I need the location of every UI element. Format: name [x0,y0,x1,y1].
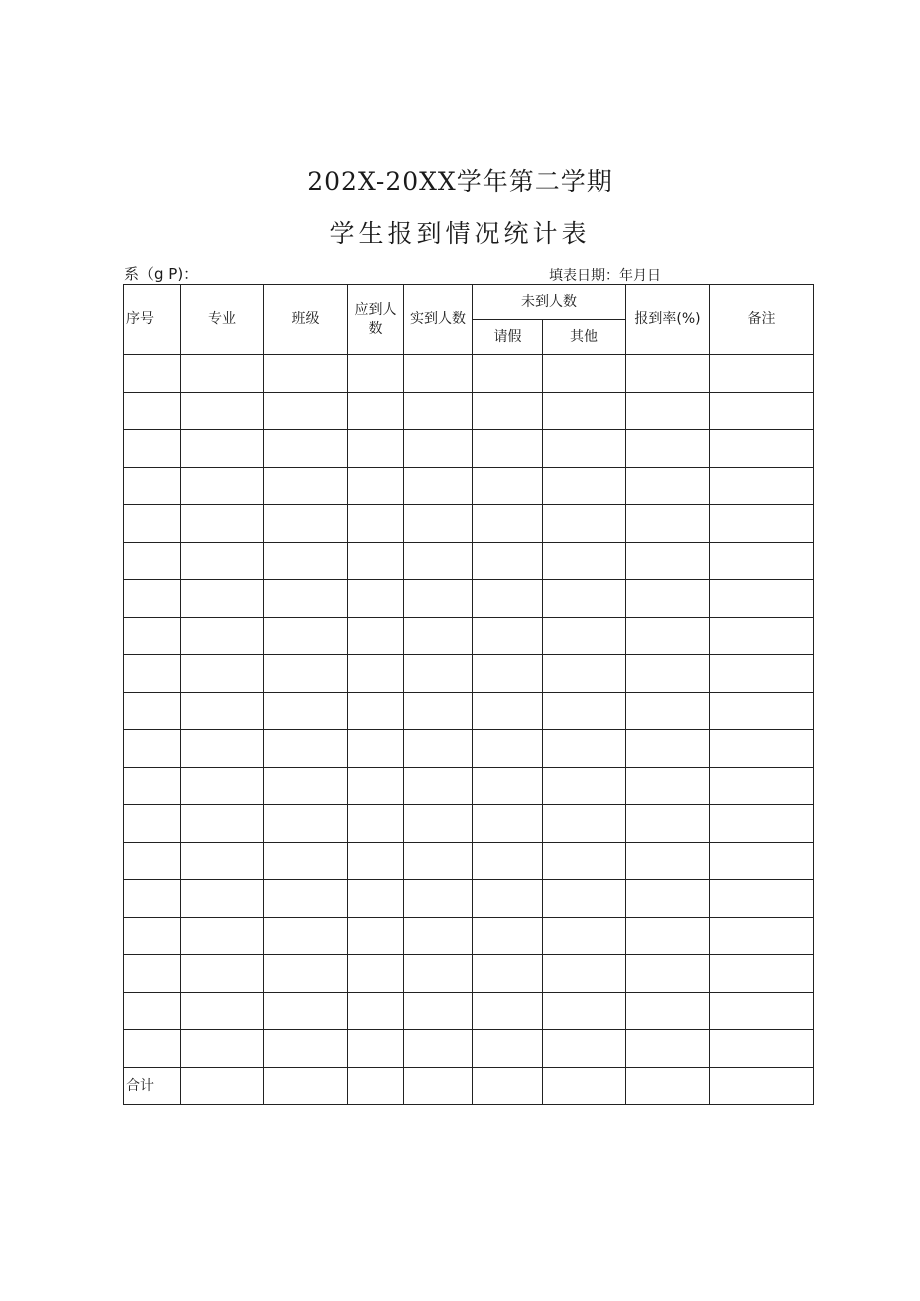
table-cell[interactable] [710,1067,814,1105]
table-cell[interactable] [626,730,710,768]
table-cell[interactable] [181,955,264,993]
table-cell[interactable] [404,692,473,730]
table-row [124,617,814,655]
header-expected: 应到人数 [348,285,404,355]
table-cell[interactable] [264,355,348,393]
table-cell[interactable] [473,1067,543,1105]
table-cell[interactable] [473,505,543,543]
table-cell[interactable] [264,617,348,655]
header-major: 专业 [181,285,264,355]
table-cell[interactable] [543,992,626,1030]
table-cell[interactable] [710,505,814,543]
table-cell[interactable] [710,655,814,693]
table-cell[interactable] [710,467,814,505]
table-cell[interactable] [348,730,404,768]
table-cell[interactable] [348,692,404,730]
table-cell[interactable] [626,1030,710,1068]
table-cell[interactable] [710,730,814,768]
document-title: 202X-20XX学年第二学期 [307,167,613,196]
table-cell[interactable] [348,805,404,843]
table-cell[interactable] [404,617,473,655]
table-cell[interactable] [543,955,626,993]
table-cell[interactable] [264,430,348,468]
fill-date-label: 填表日期：年月日 [549,268,661,284]
table-row [124,842,814,880]
header-remarks: 备注 [710,285,814,355]
table-cell[interactable] [473,842,543,880]
table-cell[interactable] [710,617,814,655]
table-cell[interactable] [543,467,626,505]
table-cell[interactable] [264,917,348,955]
table-cell[interactable] [181,842,264,880]
table-cell[interactable] [264,542,348,580]
table-cell[interactable] [181,355,264,393]
table-cell[interactable] [543,392,626,430]
table-cell[interactable] [124,542,181,580]
total-label: 合计 [124,1067,181,1105]
table-cell[interactable] [264,580,348,618]
table-cell[interactable] [543,767,626,805]
table-cell[interactable] [473,805,543,843]
table-cell[interactable] [710,842,814,880]
table-cell[interactable] [348,842,404,880]
table-cell[interactable] [181,1067,264,1105]
table-cell[interactable] [348,355,404,393]
table-cell[interactable] [124,730,181,768]
table-cell[interactable] [181,580,264,618]
table-cell[interactable] [473,730,543,768]
header-leave: 请假 [473,320,543,355]
table-cell[interactable] [543,580,626,618]
table-row [124,1030,814,1068]
table-cell[interactable] [348,392,404,430]
table-cell[interactable] [404,580,473,618]
table-cell[interactable] [626,430,710,468]
table-cell[interactable] [124,580,181,618]
table-cell[interactable] [626,805,710,843]
table-cell[interactable] [124,992,181,1030]
table-cell[interactable] [710,430,814,468]
table-cell[interactable] [181,767,264,805]
table-cell[interactable] [710,955,814,993]
table-cell[interactable] [124,805,181,843]
table-cell[interactable] [626,917,710,955]
table-cell[interactable] [626,580,710,618]
table-cell[interactable] [124,617,181,655]
table-cell[interactable] [404,992,473,1030]
total-row [124,1067,814,1105]
table-cell[interactable] [124,430,181,468]
table-cell[interactable] [264,655,348,693]
header-rate: 报到率(%) [626,285,710,355]
table-header-row [124,285,814,320]
table-cell[interactable] [543,880,626,918]
table-cell[interactable] [626,842,710,880]
table-cell[interactable] [473,955,543,993]
table-cell[interactable] [543,355,626,393]
table-cell[interactable] [181,655,264,693]
table-cell[interactable] [348,917,404,955]
table-cell[interactable] [181,917,264,955]
table-cell[interactable] [181,692,264,730]
table-cell[interactable] [626,617,710,655]
table-cell[interactable] [626,767,710,805]
table-cell[interactable] [264,805,348,843]
table-cell[interactable] [181,392,264,430]
table-cell[interactable] [404,1030,473,1068]
table-cell[interactable] [473,392,543,430]
department-label: 系（g P)： [124,265,199,283]
table-cell[interactable] [543,842,626,880]
table-cell[interactable] [473,542,543,580]
table-row [124,542,814,580]
table-cell[interactable] [124,392,181,430]
table-cell[interactable] [710,580,814,618]
table-cell[interactable] [124,467,181,505]
table-cell[interactable] [181,542,264,580]
table-cell[interactable] [264,467,348,505]
table-cell[interactable] [473,655,543,693]
table-cell[interactable] [710,767,814,805]
table-cell[interactable] [124,355,181,393]
table-cell[interactable] [181,1030,264,1068]
table-cell[interactable] [404,392,473,430]
header-seq: 序号 [124,285,181,355]
table-cell[interactable] [124,505,181,543]
table-cell[interactable] [264,505,348,543]
table-row [124,655,814,693]
table-cell[interactable] [626,655,710,693]
table-cell[interactable] [181,880,264,918]
table-cell[interactable] [124,655,181,693]
table-cell[interactable] [473,917,543,955]
table-cell[interactable] [473,580,543,618]
table-cell[interactable] [626,1067,710,1105]
table-row [124,880,814,918]
table-cell[interactable] [348,992,404,1030]
table-cell[interactable] [473,767,543,805]
table-cell[interactable] [124,1030,181,1068]
table-cell[interactable] [473,992,543,1030]
table-cell[interactable] [181,467,264,505]
table-row [124,692,814,730]
table-cell[interactable] [264,392,348,430]
table-cell[interactable] [348,767,404,805]
header-absent-group: 未到人数 [473,285,626,320]
table-cell[interactable] [264,992,348,1030]
header-other: 其他 [543,320,626,355]
table-cell[interactable] [626,355,710,393]
table-cell[interactable] [543,1067,626,1105]
table-cell[interactable] [348,880,404,918]
table-cell[interactable] [710,805,814,843]
table-cell[interactable] [264,730,348,768]
table-cell[interactable] [543,917,626,955]
table-cell[interactable] [181,730,264,768]
header-actual: 实到人数 [404,285,473,355]
table-cell[interactable] [348,580,404,618]
table-cell[interactable] [710,880,814,918]
table-row [124,392,814,430]
table-cell[interactable] [626,542,710,580]
table-cell[interactable] [626,392,710,430]
table-cell[interactable] [710,1030,814,1068]
table-cell[interactable] [543,1030,626,1068]
table-row [124,505,814,543]
table-row [124,917,814,955]
table-cell[interactable] [710,917,814,955]
table-cell[interactable] [264,692,348,730]
table-cell[interactable] [348,1067,404,1105]
table-row [124,955,814,993]
table-cell[interactable] [710,392,814,430]
table-cell[interactable] [348,1030,404,1068]
table-cell[interactable] [473,467,543,505]
table-cell[interactable] [264,767,348,805]
table-cell[interactable] [124,955,181,993]
table-cell[interactable] [543,805,626,843]
table-row [124,767,814,805]
table-cell[interactable] [124,917,181,955]
table-row [124,355,814,393]
table-cell[interactable] [543,542,626,580]
table-body [124,355,814,1105]
table-row [124,580,814,618]
table-cell[interactable] [348,542,404,580]
table-cell[interactable] [626,692,710,730]
table-cell[interactable] [404,655,473,693]
table-cell[interactable] [404,467,473,505]
table-cell[interactable] [181,805,264,843]
table-cell[interactable] [404,955,473,993]
table-cell[interactable] [626,467,710,505]
table-row [124,430,814,468]
table-cell[interactable] [181,992,264,1030]
table-cell[interactable] [473,355,543,393]
table-cell[interactable] [264,842,348,880]
table-cell[interactable] [626,505,710,543]
table-cell[interactable] [181,505,264,543]
table-cell[interactable] [543,617,626,655]
table-cell[interactable] [543,655,626,693]
table-cell[interactable] [626,955,710,993]
table-cell[interactable] [264,1030,348,1068]
table-cell[interactable] [473,692,543,730]
table-cell[interactable] [626,880,710,918]
table-cell[interactable] [124,880,181,918]
table-cell[interactable] [404,842,473,880]
table-cell[interactable] [473,880,543,918]
table-cell[interactable] [124,842,181,880]
table-row [124,730,814,768]
table-cell[interactable] [404,542,473,580]
table-cell[interactable] [124,767,181,805]
table-cell[interactable] [543,430,626,468]
table-cell[interactable] [473,430,543,468]
table-cell[interactable] [348,655,404,693]
table-cell[interactable] [710,692,814,730]
table-cell[interactable] [543,692,626,730]
table-cell[interactable] [626,992,710,1030]
table-row [124,805,814,843]
table-cell[interactable] [348,505,404,543]
table-cell[interactable] [404,355,473,393]
table-cell[interactable] [710,992,814,1030]
table-cell[interactable] [264,880,348,918]
table-cell[interactable] [710,542,814,580]
table-cell[interactable] [404,805,473,843]
table-cell[interactable] [404,767,473,805]
table-cell[interactable] [473,1030,543,1068]
table-cell[interactable] [404,917,473,955]
table-cell[interactable] [348,467,404,505]
table-cell[interactable] [348,955,404,993]
table-cell[interactable] [543,505,626,543]
table-cell[interactable] [473,617,543,655]
table-cell[interactable] [348,430,404,468]
table-cell[interactable] [181,617,264,655]
table-cell[interactable] [404,880,473,918]
table-cell[interactable] [264,955,348,993]
table-cell[interactable] [543,730,626,768]
table-cell[interactable] [404,730,473,768]
table-row [124,992,814,1030]
table-cell[interactable] [404,505,473,543]
table-cell[interactable] [181,430,264,468]
document-subtitle: 学生报到情况统计表 [329,219,591,248]
table-cell[interactable] [710,355,814,393]
table-cell[interactable] [348,617,404,655]
table-cell[interactable] [404,1067,473,1105]
table-cell[interactable] [404,430,473,468]
header-class: 班级 [264,285,348,355]
registration-stats-table [123,284,814,1105]
table-cell[interactable] [124,692,181,730]
table-cell[interactable] [264,1067,348,1105]
table-row [124,467,814,505]
